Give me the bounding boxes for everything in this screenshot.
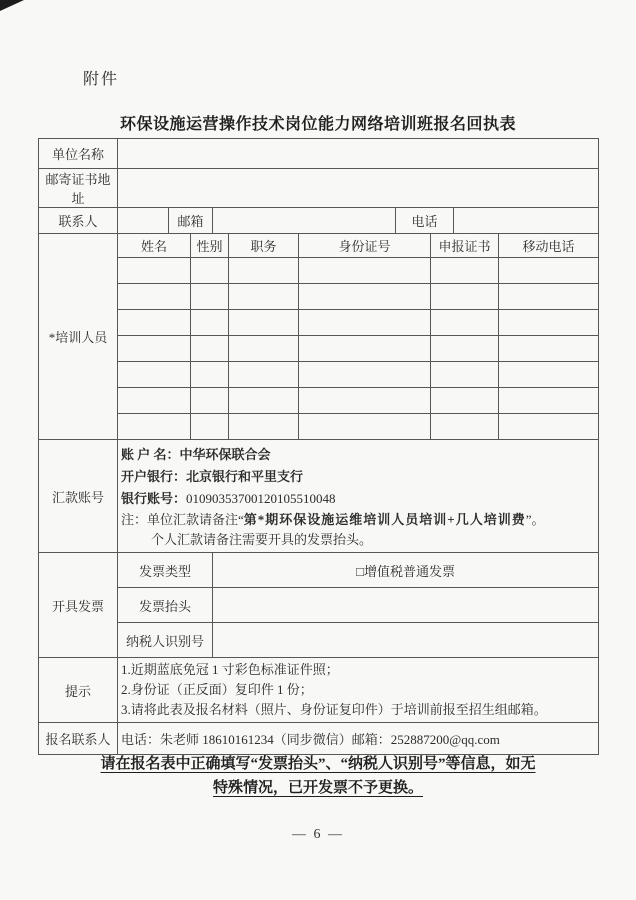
trainee-name-cell	[118, 284, 191, 310]
trainee-gender-cell	[191, 414, 229, 440]
tax-id-value-cell	[213, 623, 599, 658]
remittance-note-line2: 个人汇款请备注需要开具的发票抬头。	[151, 532, 373, 547]
remittance-account-name-line	[121, 445, 595, 465]
trainee-position-cell	[229, 258, 299, 284]
trainee-name-cell	[118, 414, 191, 440]
remittance-note-line	[121, 511, 595, 529]
trainee-col-gender: 性别	[191, 234, 229, 258]
footer-note-line1: 请在报名表中正确填写“发票抬头”、“纳税人识别号”等信息，如无	[100, 756, 536, 772]
bank-value: 北京银行和平里支行	[186, 469, 304, 484]
trainee-gender-cell	[191, 362, 229, 388]
trainee-position-cell	[229, 310, 299, 336]
trainee-gender-cell	[191, 258, 229, 284]
tips-content-cell	[118, 658, 599, 723]
footer-note	[30, 752, 606, 800]
tip-item-2: 2.身份证（正反面）复印件 1 份；	[121, 682, 313, 697]
trainee-name-cell	[118, 258, 191, 284]
trainee-name-cell	[118, 336, 191, 362]
trainee-col-name: 姓名	[118, 234, 191, 258]
trainee-position-cell	[229, 336, 299, 362]
trainee-mobile-cell	[499, 362, 599, 388]
trainee-name-cell	[118, 310, 191, 336]
trainee-name-cell	[118, 362, 191, 388]
trainee-id-cell	[299, 362, 431, 388]
note-prefix: 注：单位汇款请备注“	[121, 512, 244, 527]
trainee-col-certificate: 申报证书	[431, 234, 499, 258]
tax-id-label: 纳税人识别号	[118, 623, 213, 658]
account-no-value: 01090353700120105510048	[186, 491, 336, 506]
trainee-mobile-cell	[499, 414, 599, 440]
invoice-title-value-cell	[213, 588, 599, 623]
trainee-mobile-cell	[499, 258, 599, 284]
invoice-type-label: 发票类型	[118, 553, 213, 588]
trainee-empty-row	[39, 310, 599, 336]
unit-name-label: 单位名称	[39, 139, 118, 169]
trainee-mobile-cell	[499, 310, 599, 336]
trainee-mobile-cell	[499, 388, 599, 414]
note-memo-text: 第*期环保设施运维培训人员培训+几人培训费	[243, 512, 526, 527]
remittance-section-label: 汇款账号	[39, 440, 118, 553]
trainee-certificate-cell	[431, 336, 499, 362]
trainee-col-id-number: 身份证号	[299, 234, 431, 258]
trainee-gender-cell	[191, 310, 229, 336]
trainee-certificate-cell	[431, 258, 499, 284]
trainee-certificate-cell	[431, 310, 499, 336]
trainee-certificate-cell	[431, 414, 499, 440]
tips-row	[39, 658, 599, 723]
trainee-id-cell	[299, 284, 431, 310]
trainee-id-cell	[299, 258, 431, 284]
trainee-section-label: *培训人员	[39, 234, 118, 440]
trainee-col-mobile: 移动电话	[499, 234, 599, 258]
phone-value-cell	[454, 208, 599, 234]
trainee-mobile-cell	[499, 336, 599, 362]
account-name-label: 账 户 名：	[121, 447, 180, 462]
trainee-gender-cell	[191, 388, 229, 414]
remittance-account-no-line	[121, 489, 595, 509]
registration-contact-row	[39, 723, 599, 755]
trainee-name-cell	[118, 388, 191, 414]
trainee-gender-cell	[191, 284, 229, 310]
registration-contact-value: 电话：朱老师 18610161234（同步微信）邮箱：252887200@qq.com	[118, 723, 599, 755]
trainee-position-cell	[229, 362, 299, 388]
trainee-col-position: 职务	[229, 234, 299, 258]
trainee-empty-row	[39, 336, 599, 362]
registration-contact-label: 报名联系人	[39, 723, 118, 755]
trainee-empty-row	[39, 284, 599, 310]
unit-name-row	[39, 139, 599, 169]
trainee-certificate-cell	[431, 362, 499, 388]
trainee-empty-row	[39, 258, 599, 284]
trainee-id-cell	[299, 388, 431, 414]
mailing-address-label: 邮寄证书地址	[39, 169, 118, 208]
trainee-header-row	[39, 234, 599, 258]
mailing-address-row	[39, 169, 599, 208]
trainee-mobile-cell	[499, 284, 599, 310]
invoice-type-option: □增值税普通发票	[213, 553, 599, 588]
tip-item-3: 3.请将此表及报名材料（照片、身份证复印件）于培训前报至招生组邮箱。	[121, 702, 547, 717]
trainee-position-cell	[229, 284, 299, 310]
tax-id-row	[39, 623, 599, 658]
trainee-id-cell	[299, 310, 431, 336]
mailing-address-value-cell	[118, 169, 599, 208]
contact-label: 联系人	[39, 208, 118, 234]
trainee-id-cell	[299, 336, 431, 362]
trainee-id-cell	[299, 414, 431, 440]
bank-label: 开户银行：	[121, 469, 187, 484]
remittance-bank-line	[121, 467, 595, 487]
footer-note-line2: 特殊情况，已开发票不予更换。	[212, 780, 423, 796]
trainee-gender-cell	[191, 336, 229, 362]
registration-form-table	[38, 138, 599, 755]
email-value-cell	[213, 208, 396, 234]
invoice-type-row	[39, 553, 599, 588]
note-suffix: ”。	[525, 512, 545, 527]
attachment-label: 附件	[83, 71, 120, 88]
account-name-value: 中华环保联合会	[179, 447, 271, 462]
trainee-certificate-cell	[431, 284, 499, 310]
invoice-section-label: 开具发票	[39, 553, 118, 658]
unit-name-value-cell	[118, 139, 599, 169]
remittance-row	[39, 440, 599, 553]
trainee-empty-row	[39, 414, 599, 440]
trainee-position-cell	[229, 414, 299, 440]
account-no-label: 银行账号：	[121, 491, 187, 506]
remittance-details-cell	[118, 440, 599, 553]
contact-name-cell	[118, 208, 169, 234]
scan-corner-artifact	[0, 0, 24, 11]
trainee-empty-row	[39, 362, 599, 388]
tip-item-1: 1.近期蓝底免冠 1 寸彩色标准证件照；	[121, 662, 339, 677]
email-label: 邮箱	[169, 208, 213, 234]
phone-label: 电话	[396, 208, 454, 234]
contact-row	[39, 208, 599, 234]
invoice-title-row	[39, 588, 599, 623]
trainee-position-cell	[229, 388, 299, 414]
trainee-certificate-cell	[431, 388, 499, 414]
tips-section-label: 提示	[39, 658, 118, 723]
page-number: — 6 —	[292, 827, 344, 842]
form-title: 环保设施运营操作技术岗位能力网络培训班报名回执表	[119, 116, 516, 133]
invoice-title-label: 发票抬头	[118, 588, 213, 623]
trainee-empty-row	[39, 388, 599, 414]
